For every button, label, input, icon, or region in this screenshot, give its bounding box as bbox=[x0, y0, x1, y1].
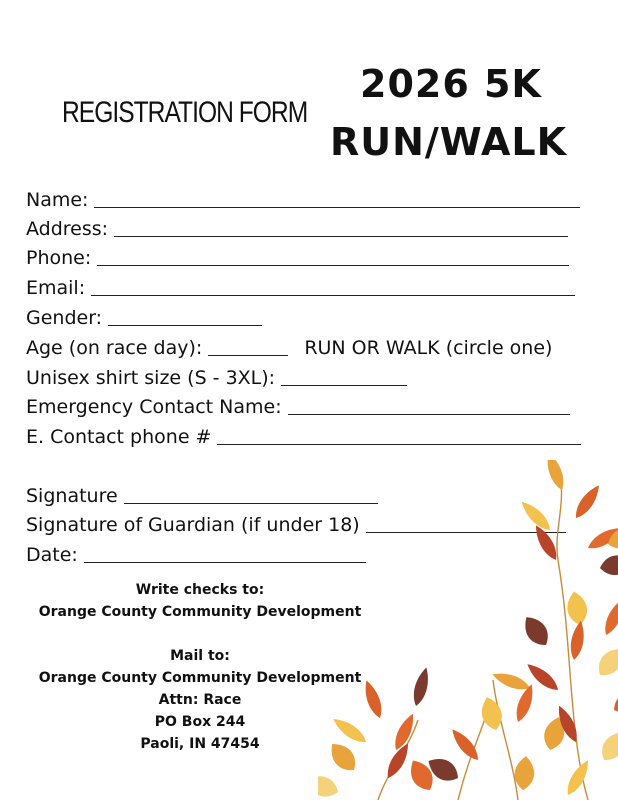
page-title-line-1: 2026 5K bbox=[360, 62, 542, 106]
age-label: Age (on race day): bbox=[26, 337, 203, 359]
address-field[interactable] bbox=[26, 214, 568, 240]
date-label: Date: bbox=[26, 544, 78, 566]
emergency-phone-field[interactable] bbox=[26, 422, 581, 448]
mail-name: Orange County Community Development bbox=[38, 670, 362, 686]
signature-label: Signature bbox=[26, 485, 118, 507]
mail-heading: Mail to: bbox=[170, 648, 230, 664]
checks-heading: Write checks to: bbox=[135, 582, 265, 598]
phone-field[interactable] bbox=[26, 243, 569, 269]
gender-label: Gender: bbox=[26, 307, 103, 329]
date-field[interactable] bbox=[26, 540, 366, 566]
shirt-size-field[interactable] bbox=[26, 363, 407, 389]
mail-attn: Attn: Race bbox=[158, 692, 242, 708]
autumn-leaves-icon bbox=[318, 460, 618, 800]
gender-line bbox=[108, 325, 262, 326]
email-line bbox=[91, 295, 575, 296]
mail-city: Paoli, IN 47454 bbox=[140, 736, 260, 752]
phone-label: Phone: bbox=[26, 247, 92, 269]
shirt-size-label: Unisex shirt size (S - 3XL): bbox=[26, 367, 276, 389]
name-field[interactable] bbox=[26, 185, 580, 211]
run-or-walk-choice[interactable]: RUN OR WALK (circle one) bbox=[304, 337, 553, 359]
shirt-size-line bbox=[281, 385, 407, 386]
email-field[interactable] bbox=[26, 273, 575, 299]
phone-line bbox=[97, 265, 569, 266]
age-field[interactable] bbox=[26, 333, 552, 359]
registration-form-label: REGISTRATION FORM bbox=[62, 96, 308, 129]
email-label: Email: bbox=[26, 277, 86, 299]
mail-box: PO Box 244 bbox=[154, 714, 246, 730]
address-line bbox=[114, 236, 568, 237]
emergency-contact-label: Emergency Contact Name: bbox=[26, 396, 282, 418]
guardian-signature-label: Signature of Guardian (if under 18) bbox=[26, 514, 360, 536]
address-label: Address: bbox=[26, 218, 109, 240]
checks-payee: Orange County Community Development bbox=[38, 604, 362, 620]
name-label: Name: bbox=[26, 189, 89, 211]
page-title-line-2: RUN/WALK bbox=[330, 120, 568, 164]
name-line bbox=[94, 207, 580, 208]
age-line bbox=[208, 355, 288, 356]
emergency-contact-line bbox=[288, 414, 570, 415]
emergency-phone-label: E. Contact phone # bbox=[26, 426, 212, 448]
gender-field[interactable] bbox=[26, 303, 262, 329]
emergency-contact-field[interactable] bbox=[26, 392, 570, 418]
emergency-phone-line bbox=[217, 444, 581, 445]
